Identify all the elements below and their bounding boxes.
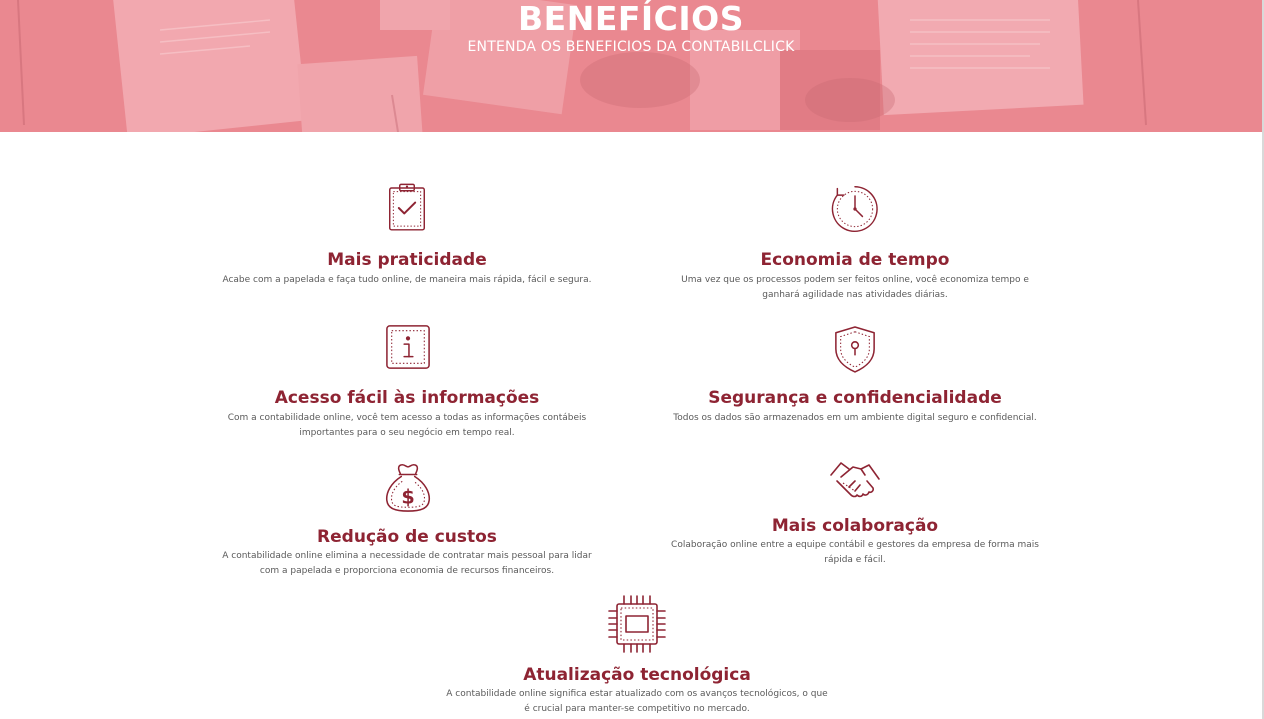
feature-title: Redução de custos	[317, 527, 497, 547]
hero-banner	[0, 0, 1262, 132]
money-bag-icon	[383, 462, 433, 514]
clipboard-check-icon	[387, 182, 427, 234]
feature-description: Acabe com a papelada e faça tudo online, de maneira mais rápida, fácil e segura.	[222, 275, 592, 285]
feature-acesso-facil	[217, 322, 597, 442]
feature-title: Segurança e confidencialidade	[708, 388, 1002, 408]
feature-economia-de-tempo	[665, 180, 1045, 305]
feature-mais-colaboracao	[665, 455, 1045, 570]
page-subtitle: ENTENDA OS BENEFICIOS DA CONTABILCLICK	[467, 39, 795, 55]
feature-title: Acesso fácil às informações	[274, 388, 540, 408]
feature-title: Economia de tempo	[760, 250, 950, 270]
feature-description: Uma vez que os processos podem ser feitos online, você economiza tempo e ganhará agilidade nas atividades diárias.	[681, 275, 1029, 300]
feature-title: Mais praticidade	[327, 250, 487, 270]
page-title: BENEFÍCIOS	[518, 0, 744, 38]
feature-description: Colaboração online entre a equipe contábil e gestores da empresa de forma mais rápida e fácil.	[671, 540, 1039, 565]
feature-description: Com a contabilidade online, você tem acesso a todas as informações contábeis importantes para o seu negócio em tempo real.	[227, 413, 587, 438]
info-icon	[385, 324, 431, 370]
clock-icon	[829, 183, 881, 235]
shield-lock-icon	[833, 324, 877, 374]
svg-text:$: $	[401, 485, 415, 509]
feature-description: Todos os dados são armazenados em um ambiente digital seguro e confidencial.	[673, 413, 1037, 423]
feature-reducao-de-custos	[217, 460, 597, 585]
feature-mais-praticidade	[217, 180, 597, 290]
feature-atualizacao-tecnologica	[440, 592, 834, 719]
feature-title: Mais colaboração	[771, 516, 939, 536]
feature-title: Atualização tecnológica	[523, 665, 751, 685]
feature-description: A contabilidade online elimina a necessidade de contratar mais pessoal para lidar com a papelada e proporciona economia de recursos financeiros.	[222, 551, 592, 576]
handshake-icon	[829, 457, 881, 505]
cpu-chip-icon	[607, 594, 667, 654]
feature-description: A contabilidade online significa estar atualizado com os avanços tecnológicos, o que é crucial para manter-se competitivo no mercado.	[446, 689, 828, 714]
feature-seguranca	[665, 322, 1045, 432]
